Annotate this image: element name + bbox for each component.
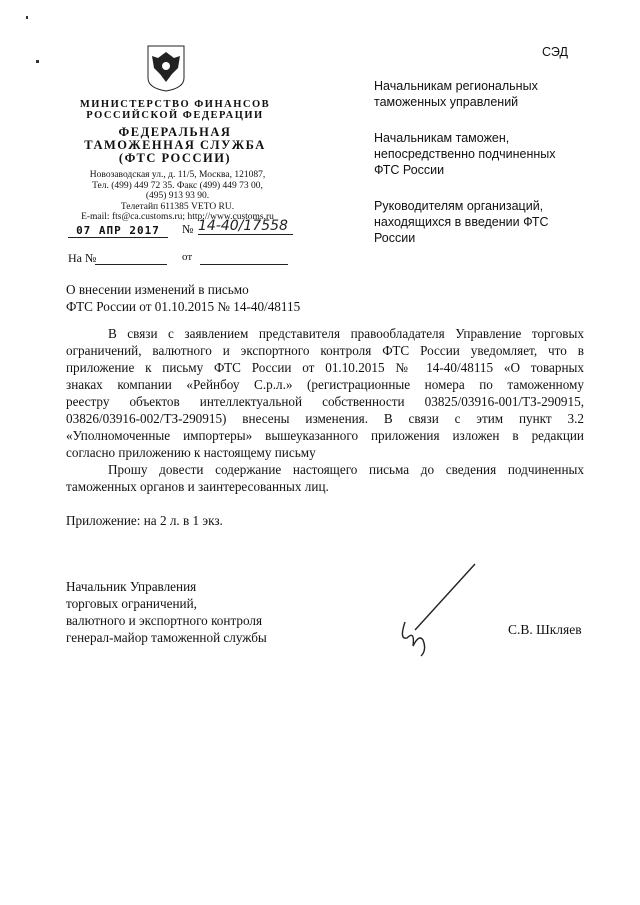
addressee-line: России [374, 231, 416, 245]
addressee-line: Начальникам таможен, [374, 131, 510, 145]
body-line: ограничений, валютного и экспортного контроля ФТС России уведомляет, что в [66, 343, 584, 358]
addressee-line: ФТС России [374, 163, 445, 177]
body-line: «Уполномоченные импортеры» вышеуказанного приложения изложен в редакции [66, 428, 584, 443]
body-line: реестру объектов интеллектуальной собственности 03825/03916-001/ТЗ-290915, [66, 394, 584, 409]
body-line: В связи с заявлением представителя правообладателя Управление торговых [108, 326, 584, 341]
contacts [60, 170, 295, 223]
body-line: знаках компании «Рейнбоу С.р.л.» (регистрационные номера по таможенному [66, 377, 584, 392]
position-line: генерал-майор таможенной службы [66, 630, 267, 645]
ref-line [95, 264, 167, 265]
body-line: Прошу довести содержание настоящего письма до сведения подчиненных [108, 462, 584, 477]
addressee-line: непосредственно подчиненных [374, 147, 556, 161]
scan-speck [36, 60, 39, 63]
body-line: приложение к письму ФТС России от 01.10.2015 № 14-40/48115 «О товарных [66, 360, 584, 375]
from-label: от [182, 251, 193, 263]
russian-emblem-icon [146, 44, 186, 92]
position-line: Начальник Управления [66, 579, 197, 594]
contact-line: Телетайп 611385 VETO RU. [120, 201, 235, 212]
handwritten-signature [375, 560, 485, 660]
ref-label: На № [68, 251, 97, 265]
registration-number: 14-40/17558 [198, 218, 293, 235]
contact-line: Тел. (499) 449 72 35. Факс (499) 449 73 00, [92, 180, 263, 191]
service-line: ФЕДЕРАЛЬНАЯ [118, 125, 232, 139]
contact-line: E-mail: fts@ca.customs.ru; http://www.customs.ru [81, 212, 274, 222]
addressee-line: находящихся в введении ФТС [374, 215, 549, 229]
service-line: ТАМОЖЕННАЯ СЛУЖБА [84, 138, 266, 152]
position-line: валютного и экспортного контроля [66, 613, 263, 628]
body-line: 03826/03916-002/ТЗ-290915) внесены изменения. В связи с этим пункт 3.2 [66, 411, 584, 426]
contact-line: Новозаводская ул., д. 11/5, Москва, 121087, [89, 170, 266, 180]
service-line: (ФТС РОССИИ) [118, 151, 232, 165]
position-line: торговых ограничений, [66, 596, 197, 611]
addressee-line: таможенных управлений [374, 95, 519, 109]
addressee-line: Начальникам региональных [374, 79, 538, 93]
body-text [66, 325, 584, 529]
ministry-line: МИНИСТЕРСТВО ФИНАНСОВ [79, 99, 271, 110]
contact-line: (495) 913 93 90. [145, 191, 210, 201]
service-name [60, 126, 290, 165]
subject [66, 281, 300, 315]
signatory-position [66, 578, 267, 646]
ministry-line: РОССИЙСКОЙ ФЕДЕРАЦИИ [86, 110, 264, 121]
attachment-note: Приложение: на 2 л. в 1 экз. [66, 513, 223, 528]
number-prefix: № [182, 222, 194, 236]
addressee-block [374, 78, 604, 246]
body-line: таможенных органов и заинтересованных лиц. [66, 479, 329, 494]
ministry-name [60, 99, 290, 121]
subject-line: О внесении изменений в письмо [66, 282, 249, 297]
addressee-line: Руководителям организаций, [374, 199, 544, 213]
body-line: согласно приложению к настоящему письму [66, 445, 316, 460]
date-stamp: 07 АПР 2017 [68, 224, 168, 238]
from-line [200, 264, 288, 265]
sed-mark: СЭД [542, 45, 568, 59]
subject-line: ФТС России от 01.10.2015 № 14-40/48115 [66, 299, 301, 314]
signatory-name: С.В. Шкляев [508, 622, 582, 637]
scan-speck [26, 16, 28, 19]
